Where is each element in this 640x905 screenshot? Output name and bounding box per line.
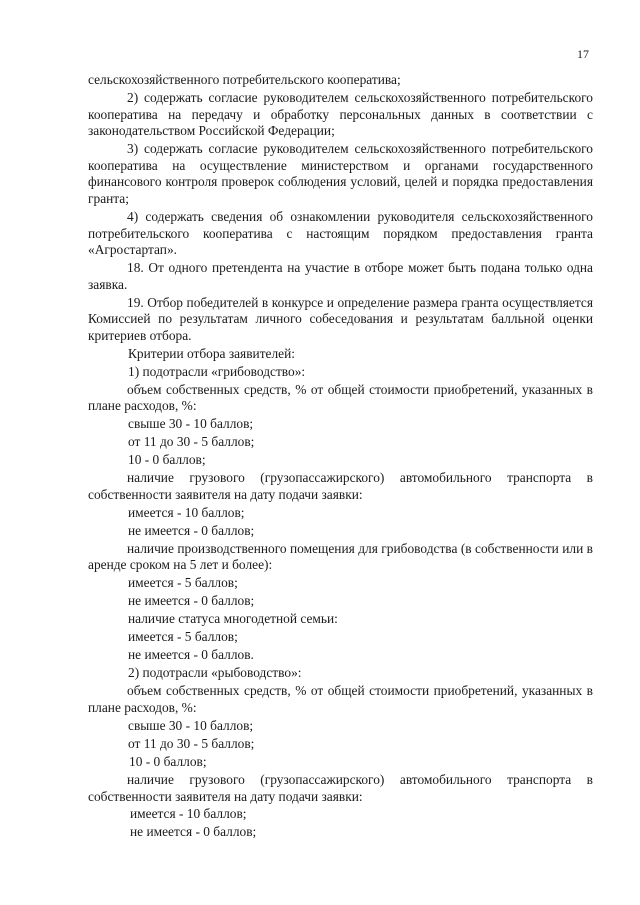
score-line: не имеется - 0 баллов;	[128, 522, 255, 538]
mushroom-own-funds-criterion: объем собственных средств, % от общей стоимости приобретений, указанных в плане расходов, %:	[88, 381, 593, 414]
mushroom-transport-criterion: наличие грузового (грузопассажирского) автомобильного транспорта в собственности заявителя на дату подачи заявки:	[88, 470, 593, 502]
large-family-criterion: наличие статуса многодетной семьи:	[128, 611, 338, 627]
score-line: имеется - 10 баллов;	[130, 806, 247, 822]
score-line: от 11 до 30 - 5 баллов;	[128, 735, 255, 751]
score-line: не имеется - 0 баллов;	[130, 824, 257, 840]
score-line: от 11 до 30 - 5 баллов;	[128, 434, 255, 450]
fish-own-funds-criterion: объем собственных средств, % от общей стоимости приобретений, указанных в плане расходов, %:	[88, 683, 593, 715]
score-line: не имеется - 0 баллов.	[128, 647, 254, 663]
score-line: имеется - 10 баллов;	[128, 504, 245, 520]
condition-item-4: 4) содержать сведения об ознакомлении руководителя сельскохозяйственного потребительского кооператива с настоящим порядком предоставления гранта «Агростартап».	[88, 208, 593, 258]
subsector-mushroom-heading: 1) подотрасли «грибоводство»:	[128, 363, 306, 379]
subsector-fish-heading: 2) подотрасли «рыбоводство»:	[128, 665, 302, 681]
score-line: имеется - 5 баллов;	[128, 629, 238, 645]
score-line: 10 - 0 баллов;	[128, 452, 206, 468]
score-line: не имеется - 0 баллов;	[128, 593, 255, 609]
score-line: 10 - 0 баллов;	[129, 753, 207, 769]
fish-transport-criterion: наличие грузового (грузопассажирского) автомобильного транспорта в собственности заявителя на дату подачи заявки:	[88, 771, 593, 804]
page-number: 17	[577, 47, 589, 61]
mushroom-premises-criterion: наличие производственного помещения для грибоводства (в собственности или в аренде сроком на 5 лет и более):	[88, 540, 593, 573]
score-line: свыше 30 - 10 баллов;	[128, 717, 254, 733]
score-line: имеется - 5 баллов;	[128, 575, 238, 591]
condition-item-3: 3) содержать согласие руководителем сельскохозяйственного потребительского кооператива на осуществление министерством и органами государственного финансового контроля проверок соблюдения условий, целей и порядка предоставления гранта;	[88, 141, 593, 206]
condition-item-2: 2) содержать согласие руководителем сельскохозяйственного потребительского кооператива на передачу и обработку персональных данных в соответствии с законодательством Российской Федерации;	[88, 89, 593, 139]
score-line: свыше 30 - 10 баллов;	[128, 416, 254, 432]
paragraph-continuation: сельскохозяйственного потребительского кооператива;	[88, 72, 401, 87]
clause-19: 19. Отбор победителей в конкурсе и определение размера гранта осуществляется Комиссией по результатам личного собеседования и результатам балльной оценки критериев отбора.	[88, 294, 593, 343]
criteria-heading: Критерии отбора заявителей:	[128, 345, 296, 361]
clause-18: 18. От одного претендента на участие в отборе может быть подана только одна заявка.	[88, 260, 593, 292]
document-body	[88, 72, 593, 842]
